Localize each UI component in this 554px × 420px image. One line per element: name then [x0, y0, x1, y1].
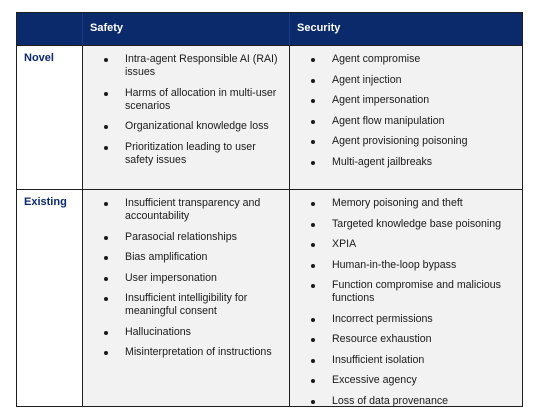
bullet-icon — [311, 379, 315, 383]
bullet-icon — [311, 318, 315, 322]
novel-safety-list — [83, 53, 283, 174]
list-item — [290, 156, 516, 169]
list-item-text: Loss of data provenance — [332, 394, 449, 407]
list-item-text: Excessive agency — [332, 374, 417, 386]
list-item — [290, 395, 516, 408]
list-item-text: Agent impersonation — [332, 94, 430, 106]
list-item-text: Insufficient intelligibility for meaningful consent — [125, 292, 248, 317]
row-label-cell — [17, 46, 82, 189]
list-item-text: Organizational knowledge loss — [125, 120, 269, 132]
list-item — [83, 141, 283, 167]
list-item-text: Prioritization leading to user safety issues — [125, 140, 256, 166]
header-blank-cell — [17, 13, 82, 45]
bullet-icon — [104, 202, 108, 206]
header-security: Security — [297, 22, 341, 34]
bullet-icon — [311, 58, 315, 62]
list-item — [83, 53, 283, 79]
table-row-existing — [17, 189, 522, 406]
bullet-icon — [311, 161, 315, 165]
list-item — [290, 197, 516, 210]
list-item-text: Bias amplification — [125, 251, 208, 263]
bullet-icon — [311, 243, 315, 247]
list-item-text: Human-in-the-loop bypass — [332, 258, 457, 271]
bullet-icon — [104, 92, 108, 96]
list-item-text: Agent injection — [332, 73, 402, 86]
existing-safety-cell — [82, 190, 289, 406]
bullet-icon — [104, 297, 108, 301]
list-item-text: Misinterpretation of instructions — [125, 346, 272, 358]
list-item — [290, 74, 516, 87]
novel-safety-cell — [82, 46, 289, 189]
existing-security-cell — [289, 190, 522, 406]
novel-security-cell — [289, 46, 522, 189]
list-item-text: User impersonation — [125, 271, 217, 284]
header-safety-cell — [82, 13, 289, 45]
list-item-text: Hallucinations — [125, 325, 191, 338]
list-item — [290, 333, 516, 346]
bullet-icon — [311, 359, 315, 363]
bullet-icon — [311, 338, 315, 342]
list-item-text: Harms of allocation in multi-user scenarios — [125, 86, 277, 112]
list-item — [290, 259, 516, 272]
bullet-icon — [311, 120, 315, 124]
bullet-icon — [104, 58, 108, 62]
bullet-icon — [311, 284, 315, 288]
bullet-icon — [311, 99, 315, 103]
list-item — [83, 231, 283, 244]
bullet-icon — [104, 146, 108, 150]
list-item — [290, 313, 516, 326]
list-item-text: Multi-agent jailbreaks — [332, 155, 433, 168]
list-item-text: XPIA — [332, 238, 357, 250]
bullet-icon — [104, 277, 108, 281]
list-item — [83, 251, 283, 264]
list-item — [83, 87, 283, 113]
header-security-cell — [289, 13, 522, 45]
bullet-icon — [311, 400, 315, 404]
list-item — [83, 346, 283, 359]
list-item — [83, 120, 283, 133]
list-item — [290, 53, 516, 66]
list-item — [290, 115, 516, 128]
bullet-icon — [104, 351, 108, 355]
bullet-icon — [104, 256, 108, 260]
bullet-icon — [104, 236, 108, 240]
existing-security-list — [290, 197, 516, 415]
bullet-icon — [311, 79, 315, 83]
list-item-text: Agent provisioning poisoning — [332, 135, 468, 147]
list-item — [290, 218, 516, 231]
list-item — [83, 272, 283, 285]
list-item-text: Memory poisoning and theft — [332, 197, 463, 209]
list-item-text: Incorrect permissions — [332, 312, 433, 325]
bullet-icon — [311, 140, 315, 144]
list-item-text: Insufficient isolation — [332, 353, 425, 366]
bullet-icon — [104, 331, 108, 335]
existing-safety-list — [83, 197, 283, 367]
list-item-text: Resource exhaustion — [332, 333, 432, 345]
list-item — [290, 94, 516, 107]
list-item-text: Parasocial relationships — [125, 230, 237, 243]
novel-security-list — [290, 53, 516, 176]
list-item-text: Targeted knowledge base poisoning — [332, 217, 502, 230]
list-item — [290, 238, 516, 251]
list-item-text: Agent compromise — [332, 53, 421, 65]
row-label-novel: Novel — [24, 52, 54, 64]
row-label-cell — [17, 190, 82, 406]
list-item — [83, 326, 283, 339]
row-label-existing: Existing — [24, 196, 67, 208]
bullet-icon — [311, 264, 315, 268]
bullet-icon — [311, 202, 315, 206]
list-item — [290, 374, 516, 387]
table-row-novel — [17, 45, 522, 189]
risk-table — [16, 12, 523, 407]
list-item — [83, 197, 283, 223]
list-item-text: Insufficient transparency and accountability — [125, 197, 261, 222]
list-item — [290, 135, 516, 148]
list-item — [290, 354, 516, 367]
bullet-icon — [311, 223, 315, 227]
list-item — [290, 279, 516, 305]
list-item-text: Function compromise and malicious functions — [332, 279, 501, 304]
table-header-row — [17, 13, 522, 45]
list-item-text: Agent flow manipulation — [332, 114, 445, 127]
bullet-icon — [104, 125, 108, 129]
header-safety: Safety — [90, 22, 124, 34]
list-item-text: Intra-agent Responsible AI (RAI) issues — [125, 53, 278, 78]
list-item — [83, 292, 283, 318]
